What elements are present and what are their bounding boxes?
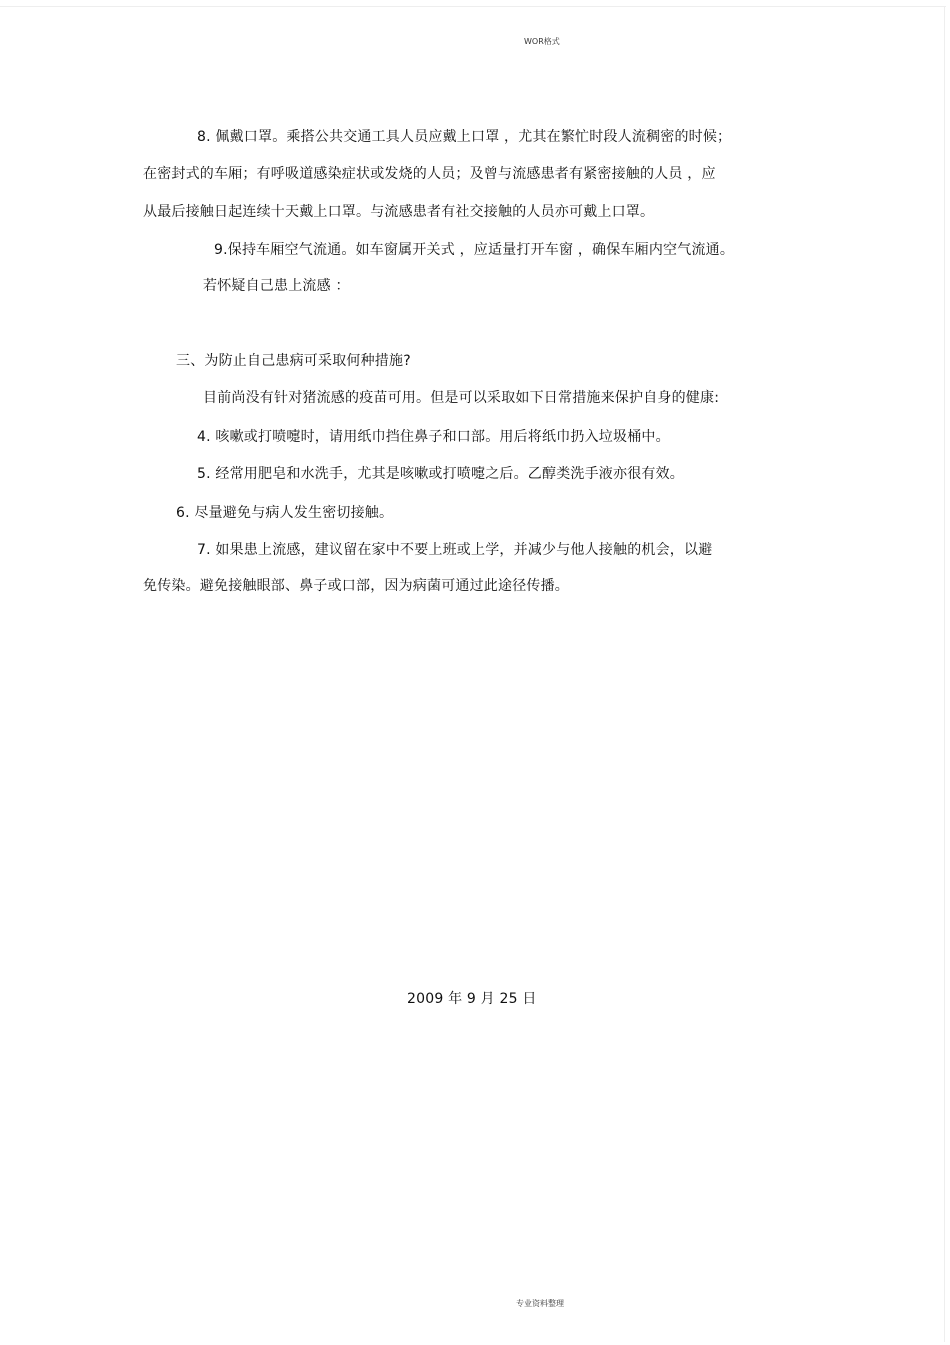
paragraph-8-line-1: 8. 佩戴口罩。乘搭公共交通工具人员应戴上口罩 ，尤其在繁忙时段人流稠密的时候； — [197, 129, 732, 145]
page-edge-top — [0, 6, 946, 7]
paragraph-8-line-2: 在密封式的车厢；有呼吸道感染症状或发烧的人员；及曾与流感患者有紧密接触的人员 ，应 — [143, 166, 716, 182]
paragraph-7-line-2: 免传染。避免接触眼部、鼻子或口部，因为病菌可通过此途径传播。 — [143, 578, 569, 594]
document-date: 2009 年 9 月 25 日 — [407, 991, 537, 1007]
section-3-heading: 三、为防止自己患病可采取何种措施? — [176, 353, 411, 369]
paragraph-7-line-1: 7. 如果患上流感，建议留在家中不要上班或上学，并减少与他人接触的机会，以避 — [197, 542, 713, 558]
paragraph-5: 5. 经常用肥皂和水洗手，尤其是咳嗽或打喷嚏之后。乙醇类洗手液亦很有效。 — [197, 466, 685, 482]
page-edge-right — [944, 6, 945, 1342]
page-footer: 专业资料整理 — [516, 1299, 564, 1308]
paragraph-4: 4. 咳嗽或打喷嚏时，请用纸巾挡住鼻子和口部。用后将纸巾扔入垃圾桶中。 — [197, 429, 670, 445]
section-3-intro: 目前尚没有针对猪流感的疫苗可用。但是可以采取如下日常措施来保护自身的健康: — [203, 390, 720, 406]
paragraph-9: 9.保持车厢空气流通。如车窗属开关式 ，应适量打开车窗 ，确保车厢内空气流通。 — [214, 242, 735, 258]
paragraph-6: 6. 尽量避免与病人发生密切接触。 — [176, 505, 394, 521]
page-header: WOR格式 — [524, 37, 560, 46]
suspect-line: 若怀疑自己患上流感 ： — [203, 278, 350, 294]
paragraph-8-line-3: 从最后接触日起连续十天戴上口罩。与流感患者有社交接触的人员亦可戴上口罩。 — [143, 204, 655, 220]
